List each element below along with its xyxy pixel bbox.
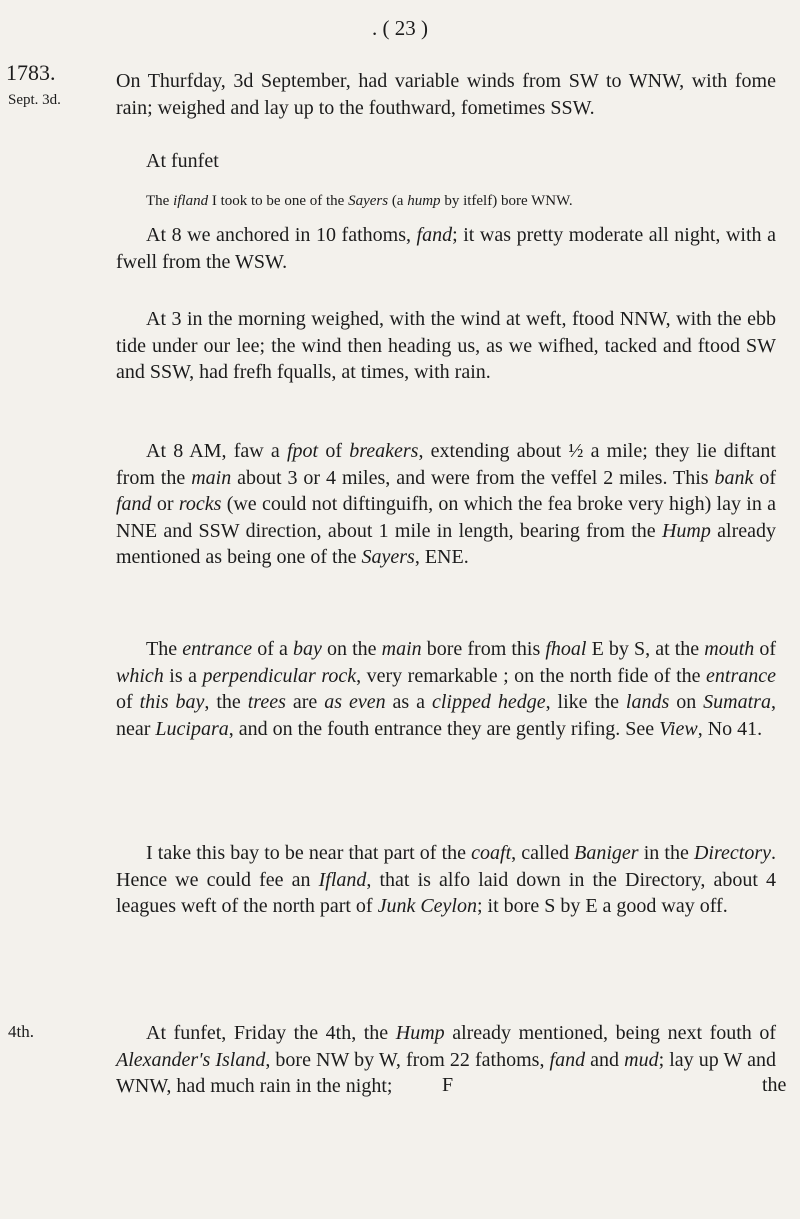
paragraph-4 — [116, 222, 776, 275]
paragraph-5-text: At 3 in the morning weighed, with the wind at weft, ftood NNW, with the ebb tide under our lee; the wind then heading us, as we wifhed, tacked and ftood SW and SSW, had frefh fqualls, at times, with rain. — [116, 308, 776, 383]
paragraph-2 — [146, 148, 800, 175]
paragraph-6 — [116, 438, 776, 571]
paragraph-7 — [116, 636, 776, 742]
paragraph-2-text: At funfet — [146, 150, 219, 172]
year-heading: 1783. — [6, 60, 56, 85]
paragraph-1 — [116, 68, 776, 121]
paragraph-3-text: The ifland I took to be one of the Sayers (a hump by itfelf) bore WNW. — [146, 193, 573, 209]
paragraph-3 — [146, 188, 776, 215]
margin-note-4th: 4th. — [8, 1022, 34, 1041]
catchword: the — [762, 1074, 787, 1096]
paragraph-8-text: I take this bay to be near that part of the coaft, called Baniger in the Directory. Hence we could fee an Ifland, that is alfo laid down in the Directory, about 4 leagues weft of the north part of Junk Ceylon; it bore S by E a good way off. — [116, 842, 776, 917]
paragraph-1-text: On Thurfday, 3d September, had variable winds from SW to WNW, with fome rain; weighed and lay up to the fouthward, fometimes SSW. — [116, 70, 776, 119]
paragraph-9-text: At funfet, Friday the 4th, the Hump already mentioned, being next fouth of Alexander's Island, bore NW by W, from 22 fathoms, fand and mud; lay up W and WNW, had much rain in the night; — [116, 1022, 777, 1097]
signature-mark: F — [442, 1074, 454, 1096]
paragraph-4-text: At 8 we anchored in 10 fathoms, fand; it was pretty moderate all night, with a fwell from the WSW. — [116, 224, 776, 273]
paragraph-8 — [116, 840, 776, 920]
page-number: . ( 23 ) — [372, 16, 428, 40]
margin-note-sept: Sept. 3d. — [8, 92, 61, 108]
paragraph-7-text: The entrance of a bay on the main bore from this fhoal E by S, at the mouth of which is a perpendicular rock, very remarkable ; on the north fide of the entrance of this bay, the trees are as even as a clipped hedge, like the lands on Sumatra, near Lucipara, and on the fouth entrance they are gently rifing. See View, No 41. — [116, 638, 777, 740]
paragraph-6-text: At 8 AM, faw a fpot of breakers, extending about ½ a mile; they lie diftant from the main about 3 or 4 miles, and were from the veffel 2 miles. This bank of fand or rocks (we could not diftinguifh, on which the fea broke very high) lay in a NNE and SSW direction, about 1 mile in length, bearing from the Hump already mentioned as being one of the Sayers, ENE. — [116, 440, 776, 568]
paragraph-5 — [116, 306, 776, 386]
